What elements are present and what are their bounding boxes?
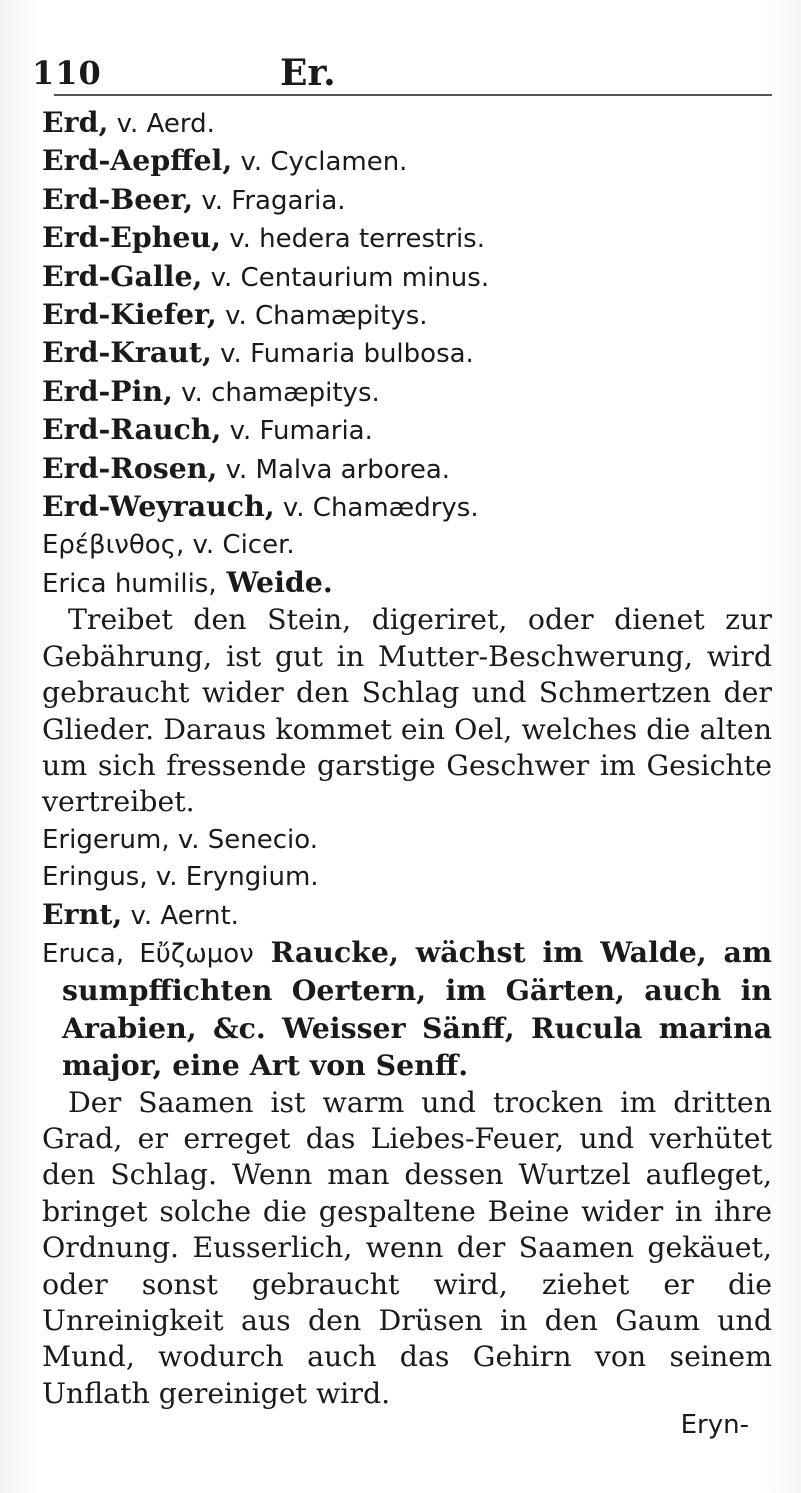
entry-erd-galle: Erd-Galle, v. Centaurium minus. (42, 258, 490, 293)
erica-description: Treibet den Stein, digeriret, oder dienet zur Gebährung, ist gut in Mutter-Beschwerung, wird gebraucht wider den Schlag und Schmertzen der Glieder. Daraus kommet ein Oel, welches die alten um sich fressende garstige Geschwer im Gesichte vertreibet. (42, 603, 772, 819)
entry-erd-rauch: Erd-Rauch, v. Fumaria. (42, 412, 373, 447)
entry-erd-kiefer: Erd-Kiefer, v. Chamæpitys. (42, 297, 428, 332)
running-head: Er. (280, 52, 336, 94)
entry-erebinthos: Ερέβινθος, v. Cicer. (42, 530, 295, 561)
entry-erd-kraut: Erd-Kraut, v. Fumaria bulbosa. (42, 335, 474, 370)
entry-eruca: Eruca, Εὔζωμον Raucke, wächst im Walde, am sumpffichten Oertern, im Gärten, auch in Arabien, &c. Weisser Sänff, Rucula marina major, eine Art von Senff. (42, 934, 772, 1083)
page-header (32, 52, 772, 92)
entry-erd-weyrauch: Erd-Weyrauch, v. Chamædrys. (42, 489, 479, 524)
entry-erd-aepffel: Erd-Aepffel, v. Cyclamen. (42, 143, 408, 178)
page-number: 110 (32, 54, 102, 92)
eruca-description: Der Saamen ist warm und trocken im dritten Grad, er erreget das Liebes-Feuer, und verhütet den Schlag. Wenn man dessen Wurtzel aufleget, bringet solche die gespaltene Beine wider in ihre Ordnung. Eusserlich, wenn der Saamen gekäuet, oder sonst gebraucht wird, ziehet er die Unreinigkeit aus den Drüsen in den Gaum und Mund, wodurch auch das Gehirn von seinem Unflath gereiniget wird. (42, 1085, 772, 1410)
entry-erigerum: Erigerum, v. Senecio. (42, 824, 318, 855)
catchword: Eryn- (680, 1410, 749, 1440)
entry-eringus: Eringus, v. Eryngium. (42, 862, 319, 893)
entry-erd: Erd, v. Aerd. (42, 105, 215, 139)
entry-erd-rosen: Erd-Rosen, v. Malva arborea. (42, 450, 451, 485)
header-rule (54, 94, 772, 96)
entry-erd-pin: Erd-Pin, v. chamæpitys. (42, 373, 380, 408)
entry-erica: Erica humilis, Weide. (42, 564, 333, 599)
entry-erd-epheu: Erd-Epheu, v. hedera terrestris. (42, 220, 485, 255)
entry-erd-beer: Erd-Beer, v. Fragaria. (42, 181, 346, 216)
entry-ernt: Ernt, v. Aernt. (42, 896, 239, 931)
dictionary-text (42, 104, 772, 1412)
